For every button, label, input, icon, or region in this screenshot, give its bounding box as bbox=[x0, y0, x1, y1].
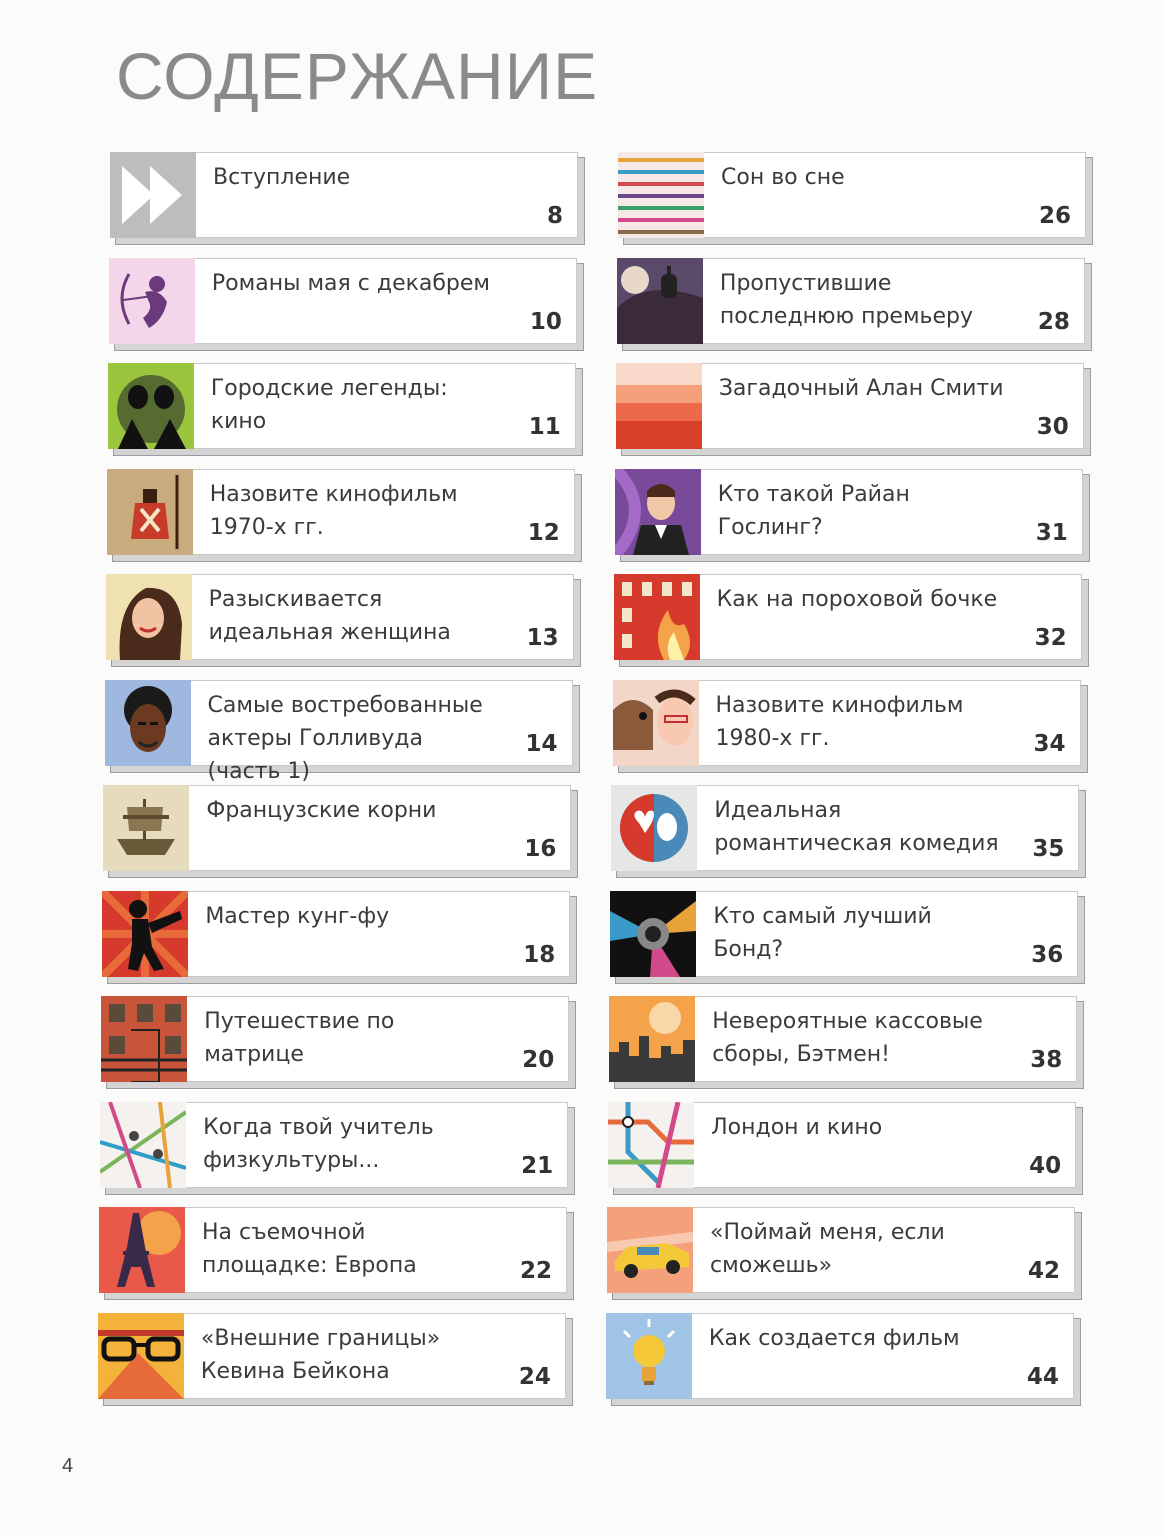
woman-portrait-icon bbox=[106, 574, 192, 660]
toc-entry-title: Невероятные кассовые сборы, Бэтмен! bbox=[712, 1009, 983, 1067]
toc-entry[interactable] bbox=[618, 152, 1086, 238]
toc-entry-page-number: 21 bbox=[521, 1152, 554, 1179]
toc-entry-page-number: 34 bbox=[1033, 730, 1066, 757]
toc-entry[interactable] bbox=[109, 258, 577, 344]
toc-entry-page-number: 38 bbox=[1030, 1047, 1063, 1073]
toc-entry-page-number: 18 bbox=[523, 941, 556, 968]
toc-entry-page-number: 12 bbox=[527, 519, 560, 546]
toc-entry-page-number: 30 bbox=[1036, 414, 1069, 440]
toc-entry-page-number: 14 bbox=[525, 730, 558, 757]
toc-entry-title: Когда твой учитель физкультуры... bbox=[203, 1114, 434, 1173]
toc-entry[interactable] bbox=[616, 363, 1084, 449]
toc-entry[interactable] bbox=[610, 891, 1078, 977]
light-bulb-icon bbox=[606, 1313, 692, 1399]
toc-entry-page-number: 32 bbox=[1034, 625, 1067, 651]
toc-entry[interactable] bbox=[107, 469, 575, 555]
toc-entry[interactable] bbox=[106, 574, 574, 660]
toc-entry-title: На съемочной площадке: Европа bbox=[202, 1220, 417, 1278]
toc-entry-title: Лондон и кино bbox=[711, 1114, 883, 1140]
toc-entry[interactable] bbox=[609, 996, 1077, 1082]
toc-entry[interactable] bbox=[608, 1102, 1076, 1188]
toc-entry-title: Романы мая с декабрем bbox=[211, 270, 491, 296]
toc-entry-title: Идеальная романтическая комедия bbox=[714, 798, 999, 856]
toc-entry[interactable] bbox=[101, 996, 569, 1082]
toc-entry[interactable] bbox=[102, 891, 570, 977]
toc-entry-title: Французские корни bbox=[206, 798, 437, 823]
toc-entry-page-number: 28 bbox=[1037, 308, 1070, 335]
toc-entry[interactable] bbox=[105, 680, 573, 784]
toc-entry[interactable] bbox=[103, 785, 571, 871]
heart-mask-icon bbox=[611, 785, 697, 871]
graveyard-icon bbox=[617, 258, 703, 344]
toc-entry[interactable] bbox=[607, 1207, 1075, 1293]
page-title: СОДЕРЖАНИЕ bbox=[116, 39, 599, 113]
toc-entry-page-number: 16 bbox=[524, 836, 557, 862]
toc-entry-page-number: 40 bbox=[1029, 1152, 1062, 1179]
toc-entry-title: Загадочный Алан Смити bbox=[718, 376, 1004, 401]
toc-entry-page-number: 42 bbox=[1027, 1258, 1060, 1284]
man-in-suit-icon bbox=[615, 469, 701, 555]
toc-entry-title: Самые востребованные актеры Голливуда (часть 1) bbox=[207, 692, 483, 784]
cupid-icon bbox=[109, 258, 195, 344]
toc-entry-title: Городские легенды: кино bbox=[210, 376, 448, 434]
toc-entry-page-number: 31 bbox=[1035, 519, 1068, 546]
toc-entry-page-number: 44 bbox=[1026, 1363, 1059, 1390]
toc-entry-page-number: 36 bbox=[1031, 941, 1064, 968]
toc-entry-title: Назовите кинофильм 1970-х гг. bbox=[209, 481, 458, 540]
fast-forward-icon bbox=[110, 152, 196, 238]
toc-entry-page-number: 8 bbox=[546, 203, 563, 229]
toc-entry-title: Разыскивается идеальная женщина bbox=[208, 587, 451, 645]
toc-entry[interactable] bbox=[611, 785, 1079, 871]
gradient-bands-icon bbox=[616, 363, 702, 449]
toc-entry[interactable] bbox=[110, 152, 578, 238]
actor-portrait-icon bbox=[105, 680, 191, 766]
toc-entry[interactable] bbox=[613, 680, 1081, 766]
glasses-icon bbox=[98, 1313, 184, 1399]
toc-entry-page-number: 11 bbox=[528, 414, 561, 440]
kung-fu-fighter-icon bbox=[102, 891, 188, 977]
toc-entry[interactable] bbox=[615, 469, 1083, 555]
toc-entry-title: Путешествие по матрице bbox=[204, 1009, 395, 1067]
toc-entry-title: Пропустившие последнюю премьеру bbox=[719, 270, 974, 329]
toc-entry-page-number: 35 bbox=[1032, 836, 1065, 862]
toc-entry-page-number: 22 bbox=[519, 1258, 552, 1284]
burning-building-icon bbox=[614, 574, 700, 660]
toc-entry-title: Сон во сне bbox=[721, 165, 845, 190]
warrior-icon bbox=[107, 469, 193, 555]
dog-and-man-icon bbox=[613, 680, 699, 766]
toc-entry-title: Мастер кунг-фу bbox=[205, 903, 390, 929]
toc-entry[interactable] bbox=[606, 1313, 1074, 1399]
toc-entry[interactable] bbox=[100, 1102, 568, 1188]
toc-entry-title: Кто такой Райан Гослинг? bbox=[717, 481, 910, 540]
toc-entry-title: Как создается фильм bbox=[708, 1325, 960, 1351]
stripes-icon bbox=[618, 152, 704, 238]
car-icon bbox=[607, 1207, 693, 1293]
toc-entry[interactable] bbox=[614, 574, 1082, 660]
toc-entry-page-number: 24 bbox=[518, 1363, 551, 1390]
toc-entry[interactable] bbox=[617, 258, 1085, 344]
subway-map-icon bbox=[608, 1102, 694, 1188]
toc-entry-title: Вступление bbox=[213, 165, 351, 190]
toc-entry-page-number: 20 bbox=[522, 1047, 555, 1073]
toc-entry-title: Назовите кинофильм 1980-х гг. bbox=[715, 692, 964, 751]
aliens-icon bbox=[108, 363, 194, 449]
ship-icon bbox=[103, 785, 189, 871]
toc-entry-title: Кто самый лучший Бонд? bbox=[713, 903, 932, 962]
toc-entry-page-number: 26 bbox=[1038, 203, 1071, 229]
toc-entry-title: «Внешние границы» Кевина Бейкона bbox=[200, 1325, 441, 1384]
toc-entry-title: Как на пороховой бочке bbox=[716, 587, 998, 612]
gun-barrel-icon bbox=[610, 891, 696, 977]
toc-entry[interactable] bbox=[98, 1313, 566, 1399]
toc-entry-page-number: 10 bbox=[529, 308, 562, 335]
building-facade-icon bbox=[101, 996, 187, 1082]
toc-entry-page-number: 13 bbox=[526, 625, 559, 651]
city-skyline-icon bbox=[609, 996, 695, 1082]
toc-entry[interactable] bbox=[108, 363, 576, 449]
toc-entry[interactable] bbox=[99, 1207, 567, 1293]
toc-entry-title: «Поймай меня, если сможешь» bbox=[710, 1220, 945, 1278]
climbing-lines-icon bbox=[100, 1102, 186, 1188]
page-number: 4 bbox=[62, 1455, 74, 1477]
eiffel-tower-icon bbox=[99, 1207, 185, 1293]
